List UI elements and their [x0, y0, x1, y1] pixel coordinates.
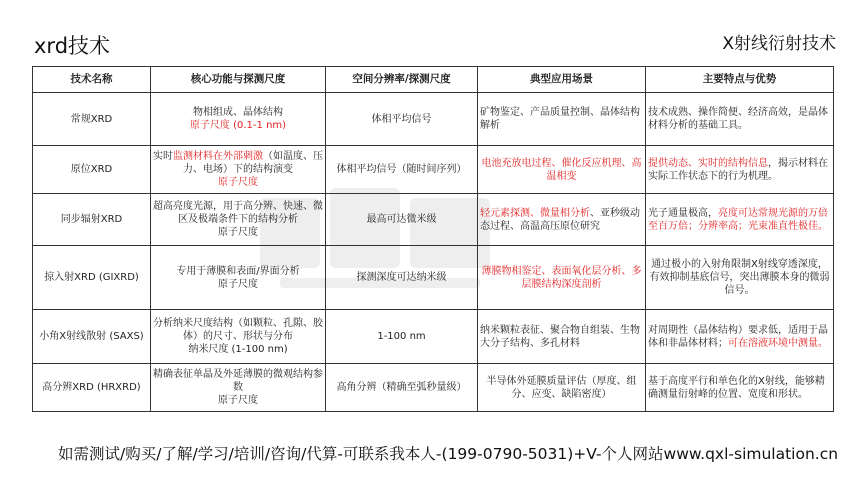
cell-text-segment: 物相组成、晶体结构 — [193, 107, 283, 118]
features-cell — [646, 310, 834, 364]
function-cell — [151, 310, 326, 364]
cell-text-segment: 分析纳米尺度结构（如颗粒、孔隙、胶体）的尺寸、形状与分布 — [153, 318, 323, 342]
cell-text-segment: 轻元素探测、微量相分析 — [480, 207, 590, 219]
cell-text-segment: 、亚秒级动态过程、高温高压原位研究 — [480, 207, 640, 232]
cell-text-segment: 原子尺度 — [218, 227, 258, 238]
features-cell — [646, 194, 834, 246]
application-cell — [478, 310, 646, 364]
cell-text-segment: 亮度可达常规光源的万倍至百万倍；分辨率高；光束准直性极佳。 — [648, 207, 828, 232]
table-row — [33, 93, 834, 146]
header-cell: 主要特点与优势 — [646, 67, 834, 93]
application-cell — [478, 194, 646, 246]
header-cell: 核心功能与探测尺度 — [151, 67, 326, 93]
page-title: xrd技术 — [34, 34, 111, 58]
features-cell — [646, 146, 834, 194]
page-subtitle: X射线衍射技术 — [722, 34, 836, 54]
cell-text-segment: 纳米颗粒表征、聚合物自组装、生物大分子结构、多孔材料 — [480, 324, 640, 349]
cell-text-segment: （如温度、压力、电场）下的结构演变 — [183, 151, 323, 175]
function-cell — [151, 364, 326, 412]
header-cell: 技术名称 — [33, 67, 151, 93]
table-row — [33, 364, 834, 412]
header-cell: 空间分辨率/探测尺度 — [326, 67, 478, 93]
cell-text-segment: 光子通量极高， — [648, 207, 718, 219]
table-row — [33, 194, 834, 246]
cell-text-segment: 原子尺度 — [218, 177, 258, 188]
contact-footer: 如需测试/购买/了解/学习/培训/咨询/代算-可联系我本人-(199-0790-5031)+V-个人网站www.qxl-simulation.cn — [58, 445, 839, 463]
cell-text-segment: 半导体外延膜质量评估（厚度、组分、应变、缺陷密度） — [486, 375, 637, 400]
cell-text-segment: 电池充放电过程、催化反应机理、高温相变 — [481, 157, 642, 182]
cell-text-segment: 通过极小的入射角限制X射线穿透深度，有效抑制基底信号，突出薄膜本身的微弱信号。 — [649, 259, 830, 296]
cell-text-segment: 原子尺度 — [218, 278, 258, 290]
resolution-cell: 探测深度可达纳米级 — [326, 246, 478, 310]
cell-text-segment: 薄膜物相鉴定、表面氧化层分析、多层膜结构深度剖析 — [481, 265, 642, 290]
cell-text-segment: 专用于薄膜和表面/界面分析 — [176, 265, 300, 277]
resolution-cell: 体相平均信号 — [326, 93, 478, 146]
cell-text-segment: 监测材料在外部刺激 — [173, 151, 263, 162]
table-header-row — [33, 67, 834, 93]
application-cell — [478, 146, 646, 194]
features-cell — [646, 364, 834, 412]
function-cell — [151, 194, 326, 246]
cell-text-segment: 超高亮度光源，用于高分辨、快速、微区及极端条件下的结构分析 — [153, 201, 323, 225]
cell-text-segment: 技术成熟、操作简便、经济高效，是晶体材料分析的基础工具。 — [648, 107, 828, 131]
application-cell — [478, 93, 646, 146]
resolution-cell: 最高可达微米级 — [326, 194, 478, 246]
function-cell — [151, 146, 326, 194]
cell-text-segment: 原子尺度 — [218, 395, 258, 406]
resolution-cell: 体相平均信号（随时间序列） — [326, 146, 478, 194]
cell-text-segment: 可在溶液环境中测量。 — [728, 337, 828, 349]
cell-text-segment: ，揭示材料在实际工作状态下的行为机理。 — [648, 157, 828, 182]
cell-text-segment: 原子尺度 (0.1-1 nm) — [189, 120, 287, 131]
application-cell — [478, 364, 646, 412]
features-cell — [646, 246, 834, 310]
header-cell: 典型应用场景 — [478, 67, 646, 93]
cell-text-segment: 基于高度平行和单色化的X射线，能够精确测量衍射峰的位置、宽度和形状。 — [648, 375, 825, 400]
technique-name-cell: 掠入射XRD (GIXRD) — [33, 246, 151, 310]
cell-text-segment: 精确表征单晶及外延薄膜的微观结构参数 — [153, 369, 323, 393]
resolution-cell: 1-100 nm — [326, 310, 478, 364]
features-cell — [646, 93, 834, 146]
function-cell — [151, 93, 326, 146]
table-row — [33, 310, 834, 364]
table-row — [33, 246, 834, 310]
resolution-cell: 高角分辨（精确至弧秒量级） — [326, 364, 478, 412]
xrd-comparison-table — [32, 66, 834, 412]
table-row — [33, 146, 834, 194]
function-cell — [151, 246, 326, 310]
technique-name-cell: 高分辨XRD (HRXRD) — [33, 364, 151, 412]
cell-text-segment: 对周期性（晶体结构）要求低，适用于晶体和非晶体材料； — [648, 324, 828, 349]
technique-name-cell: 同步辐射XRD — [33, 194, 151, 246]
cell-text-segment: 实时 — [153, 151, 173, 162]
cell-text-segment: 纳米尺度 (1-100 nm) — [188, 344, 288, 355]
application-cell — [478, 246, 646, 310]
cell-text-segment: 提供动态、实时的结构信息 — [648, 157, 768, 169]
cell-text-segment: 矿物鉴定、产品质量控制、晶体结构解析 — [480, 107, 640, 131]
technique-name-cell: 原位XRD — [33, 146, 151, 194]
technique-name-cell: 常规XRD — [33, 93, 151, 146]
technique-name-cell: 小角X射线散射 (SAXS) — [33, 310, 151, 364]
